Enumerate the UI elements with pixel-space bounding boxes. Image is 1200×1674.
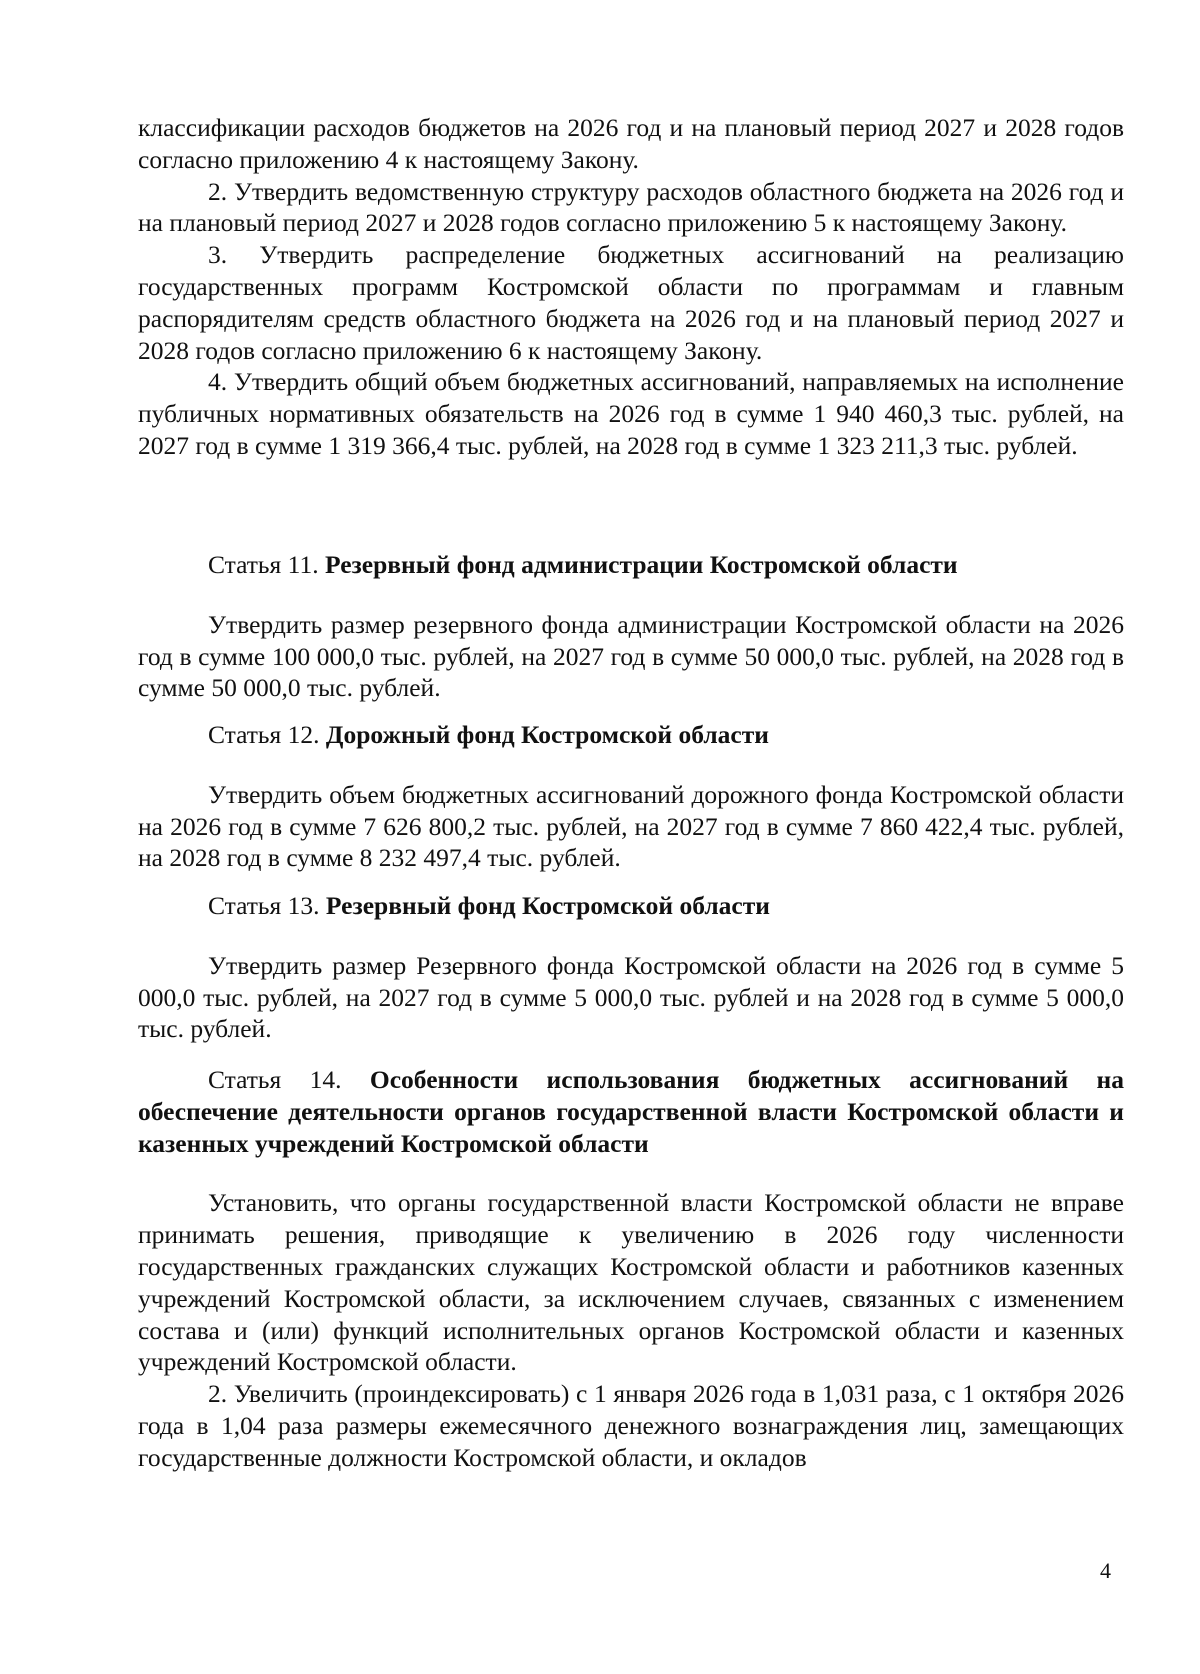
- article-13-heading: [138, 890, 1124, 922]
- article-12-label: Статья 12.: [208, 720, 320, 749]
- article-11: [138, 521, 1124, 704]
- article-14: [138, 1036, 1124, 1474]
- article-13-title: Резервный фонд Костромской области: [325, 891, 770, 920]
- paragraph-item-3: 3. Утвердить распределение бюджетных ассигнований на реализацию государственных программ Костромской области по программам и главным распорядителям средств областного бюджета на 2026 год и на плановый период 2027 и 2028 годов согласно приложению 6 к настоящему Закону.: [138, 240, 1124, 365]
- article-13: [138, 862, 1124, 1045]
- paragraph-item-2: 2. Утвердить ведомственную структуру расходов областного бюджета на 2026 год и на плановый период 2027 и 2028 годов согласно приложению 5 к настоящему Закону.: [138, 176, 1124, 238]
- article-12-heading: [138, 719, 1124, 751]
- article-11-title: Резервный фонд администрации Костромской области: [324, 550, 958, 579]
- article-12-title: Дорожный фонд Костромской области: [325, 720, 769, 749]
- upper-block: [138, 112, 1124, 462]
- article-14-label: Статья 14.: [208, 1065, 342, 1094]
- article-14-title: Особенности использования бюджетных ассигнований на обеспечение деятельности органов государственной власти Костромской области и казенных учреждений Костромской области: [138, 1065, 1124, 1158]
- article-13-body: Утвердить размер Резервного фонда Костромской области на 2026 год в сумме 5 000,0 тыс. рублей, на 2027 год в сумме 5 000,0 тыс. рублей и на 2028 год в сумме 5 000,0 тыс. рублей.: [138, 950, 1124, 1044]
- article-14-body: Установить, что органы государственной власти Костромской области не вправе принимать решения, приводящие к увеличению в 2026 году численности государственных гражданских служащих Костромской области и работников казенных учреждений Костромской области, за исключением случаев, связанных с изменением состава и (или) функций исполнительных органов Костромской области и казенных учреждений Костромской области.: [138, 1188, 1124, 1377]
- paragraph-continuation: классификации расходов бюджетов на 2026 год и на плановый период 2027 и 2028 годов согласно приложению 4 к настоящему Закону.: [138, 113, 1124, 174]
- article-11-label: Статья 11.: [208, 550, 319, 579]
- paragraph-item-4: 4. Утвердить общий объем бюджетных ассигнований, направляемых на исполнение публичных нормативных обязательств на 2026 год в сумме 1 940 460,3 тыс. рублей, на 2027 год в сумме 1 319 366,4 тыс. рублей, на 2028 год в сумме 1 323 211,3 тыс. рублей.: [138, 367, 1124, 460]
- article-12: [138, 691, 1124, 874]
- article-13-label: Статья 13.: [208, 891, 320, 920]
- article-11-heading: [138, 549, 1124, 581]
- page-number: 4: [1100, 1558, 1111, 1583]
- article-11-body: Утвердить размер резервного фонда администрации Костромской области на 2026 год в сумме 100 000,0 тыс. рублей, на 2027 год в сумме 50 000,0 тыс. рублей, на 2028 год в сумме 50 000,0 тыс. рублей.: [138, 609, 1124, 703]
- article-14-item-2: 2. Увеличить (проиндексировать) с 1 января 2026 года в 1,031 раза, с 1 октября 2026 года в 1,04 раза размеры ежемесячного денежного вознаграждения лиц, замещающих государственные должности Костромской области, и окладов: [138, 1379, 1124, 1472]
- article-12-body: Утвердить объем бюджетных ассигнований дорожного фонда Костромской области на 2026 год в сумме 7 626 800,2 тыс. рублей, на 2027 год в сумме 7 860 422,4 тыс. рублей, на 2028 год в сумме 8 232 497,4 тыс. рублей.: [138, 779, 1124, 873]
- article-14-heading: [138, 1064, 1124, 1159]
